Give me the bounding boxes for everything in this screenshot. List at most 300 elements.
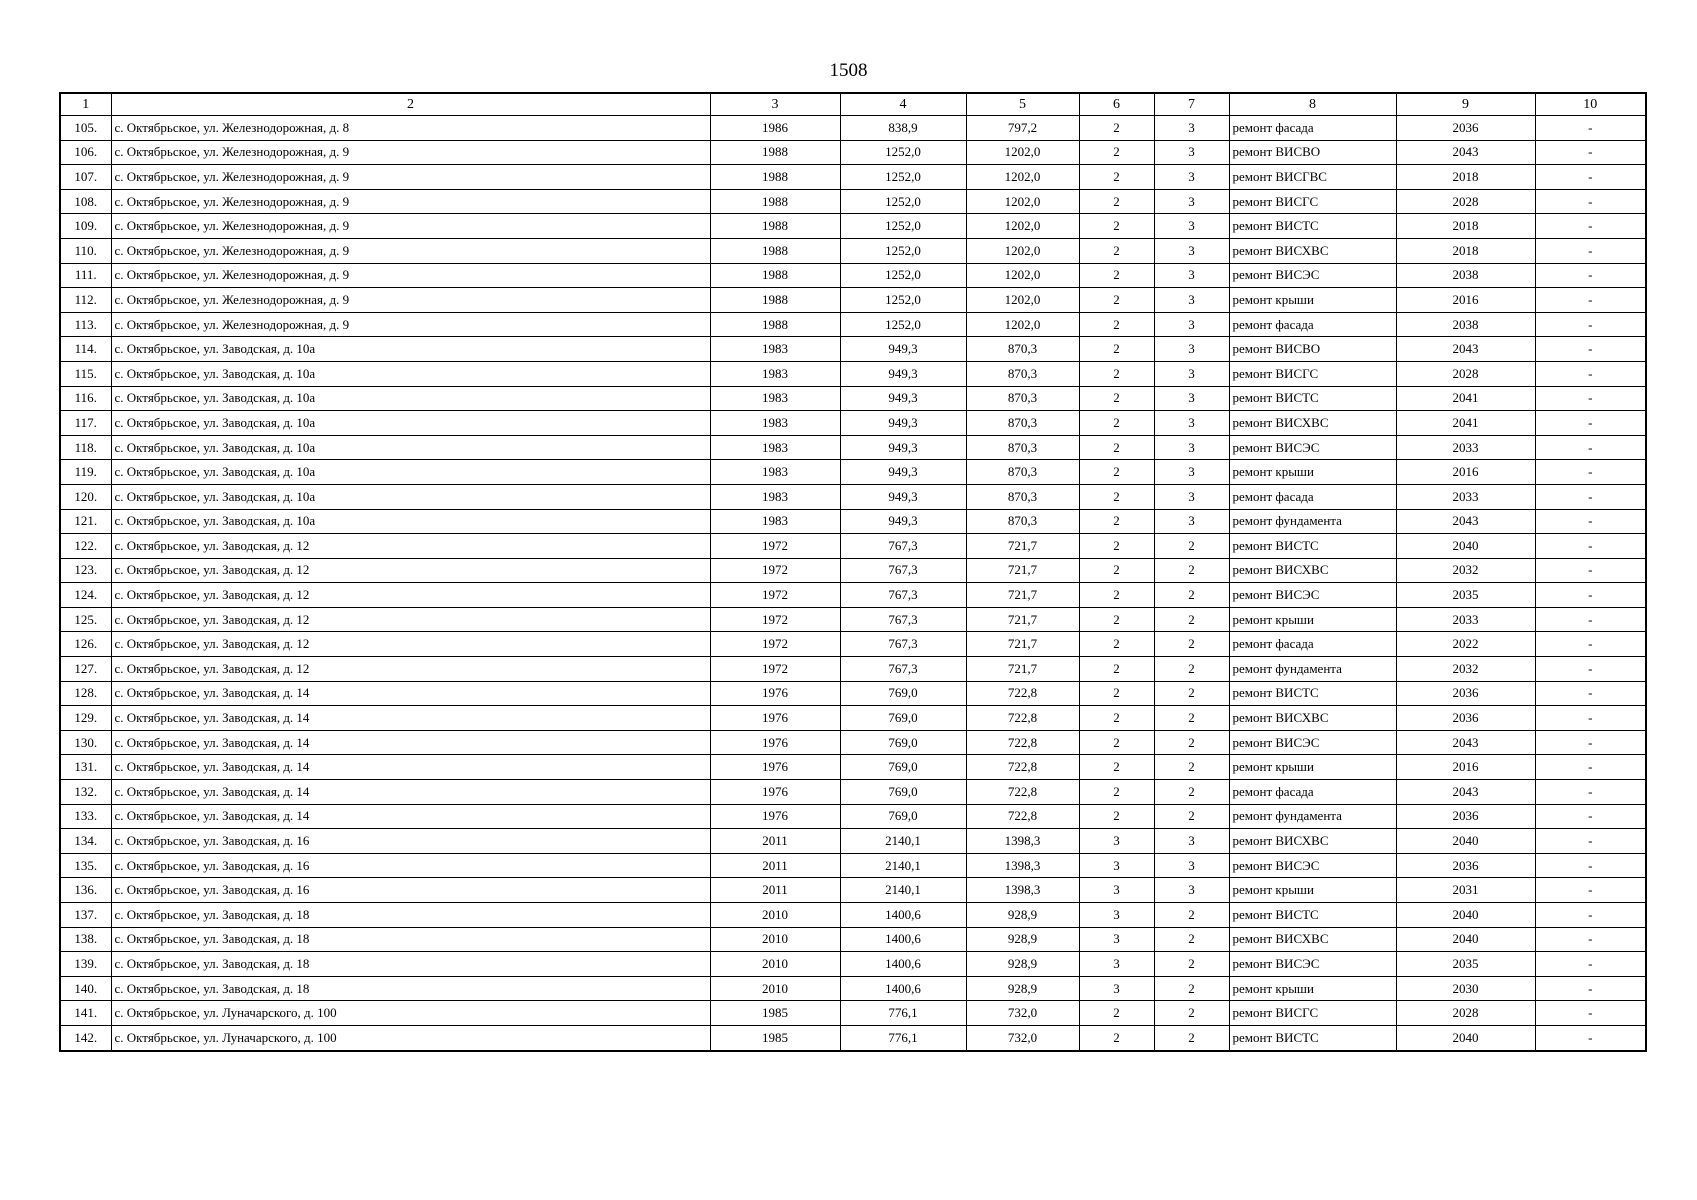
col-work-type-cell: ремонт ВИСЭС: [1229, 583, 1396, 608]
col-work-type-cell: ремонт крыши: [1229, 976, 1396, 1001]
table-row: [60, 583, 1646, 608]
col-year-cell: 1976: [710, 804, 840, 829]
col-entrances-cell: 2: [1154, 976, 1229, 1001]
col-living-area-cell: 721,7: [966, 534, 1079, 559]
col-work-type-cell: ремонт фундамента: [1229, 804, 1396, 829]
col-work-type-cell: ремонт ВИСХВС: [1229, 558, 1396, 583]
col-plan-year-cell: 2040: [1396, 927, 1535, 952]
col-address-cell: с. Октябрьское, ул. Заводская, д. 14: [111, 804, 710, 829]
col-entrances-cell: 2: [1154, 780, 1229, 805]
col-entrances-cell: 3: [1154, 435, 1229, 460]
col-entrances-cell: 3: [1154, 484, 1229, 509]
col-note-header: 10: [1535, 93, 1646, 116]
col-floors-cell: 2: [1079, 509, 1154, 534]
col-address-cell: с. Октябрьское, ул. Железнодорожная, д. 9: [111, 189, 710, 214]
col-plan-year-cell: 2041: [1396, 411, 1535, 436]
col-floors-cell: 2: [1079, 1001, 1154, 1026]
col-plan-year-cell: 2043: [1396, 140, 1535, 165]
col-floors-cell: 3: [1079, 927, 1154, 952]
col-work-type-cell: ремонт ВИСХВС: [1229, 829, 1396, 854]
table-row: [60, 829, 1646, 854]
col-note-cell: -: [1535, 804, 1646, 829]
col-year-cell: 1988: [710, 214, 840, 239]
col-entrances-cell: 2: [1154, 755, 1229, 780]
col-floors-cell: 2: [1079, 386, 1154, 411]
col-floors-cell: 2: [1079, 435, 1154, 460]
col-year-cell: 1988: [710, 238, 840, 263]
col-address-cell: с. Октябрьское, ул. Заводская, д. 18: [111, 952, 710, 977]
col-number-cell: 137.: [60, 903, 111, 928]
col-year-cell: 1976: [710, 755, 840, 780]
col-year-cell: 1972: [710, 607, 840, 632]
col-plan-year-cell: 2028: [1396, 189, 1535, 214]
col-work-type-cell: ремонт ВИСГВС: [1229, 165, 1396, 190]
col-number-cell: 115.: [60, 361, 111, 386]
col-number-cell: 131.: [60, 755, 111, 780]
table-row: [60, 780, 1646, 805]
col-address-cell: с. Октябрьское, ул. Заводская, д. 14: [111, 730, 710, 755]
col-number-cell: 134.: [60, 829, 111, 854]
col-number-header: 1: [60, 93, 111, 116]
page-number: 1508: [829, 60, 868, 81]
col-entrances-cell: 2: [1154, 927, 1229, 952]
col-living-area-cell: 722,8: [966, 804, 1079, 829]
col-number-cell: 124.: [60, 583, 111, 608]
col-plan-year-cell: 2036: [1396, 681, 1535, 706]
col-work-type-cell: ремонт ВИСТС: [1229, 681, 1396, 706]
col-living-area-cell: 1202,0: [966, 312, 1079, 337]
col-address-cell: с. Октябрьское, ул. Заводская, д. 18: [111, 927, 710, 952]
col-number-cell: 139.: [60, 952, 111, 977]
col-note-cell: -: [1535, 657, 1646, 682]
col-number-cell: 121.: [60, 509, 111, 534]
col-living-area-cell: 732,0: [966, 1025, 1079, 1050]
col-year-cell: 1988: [710, 288, 840, 313]
col-entrances-cell: 3: [1154, 165, 1229, 190]
col-entrances-cell: 3: [1154, 238, 1229, 263]
col-note-cell: -: [1535, 386, 1646, 411]
col-year-cell: 1972: [710, 534, 840, 559]
col-total-area-cell: 769,0: [840, 730, 966, 755]
col-living-area-cell: 1202,0: [966, 140, 1079, 165]
col-address-cell: с. Октябрьское, ул. Заводская, д. 14: [111, 780, 710, 805]
table-row: [60, 534, 1646, 559]
col-plan-year-cell: 2030: [1396, 976, 1535, 1001]
col-year-cell: 2011: [710, 829, 840, 854]
col-number-cell: 122.: [60, 534, 111, 559]
col-entrances-cell: 3: [1154, 361, 1229, 386]
col-address-cell: с. Октябрьское, ул. Заводская, д. 14: [111, 681, 710, 706]
col-note-cell: -: [1535, 288, 1646, 313]
col-note-cell: -: [1535, 484, 1646, 509]
table-row: [60, 755, 1646, 780]
table-row: [60, 558, 1646, 583]
col-note-cell: -: [1535, 361, 1646, 386]
col-plan-year-cell: 2043: [1396, 780, 1535, 805]
col-living-area-cell: 721,7: [966, 632, 1079, 657]
col-living-area-cell: 870,3: [966, 411, 1079, 436]
col-floors-header: 6: [1079, 93, 1154, 116]
column-number-header-row: [60, 93, 1646, 116]
col-work-type-cell: ремонт ВИСЭС: [1229, 263, 1396, 288]
col-total-area-cell: 767,3: [840, 607, 966, 632]
col-year-cell: 1983: [710, 435, 840, 460]
col-address-cell: с. Октябрьское, ул. Заводская, д. 12: [111, 632, 710, 657]
col-total-area-cell: 1252,0: [840, 263, 966, 288]
table-row: [60, 263, 1646, 288]
table-row: [60, 903, 1646, 928]
col-total-area-cell: 1252,0: [840, 140, 966, 165]
col-living-area-cell: 1202,0: [966, 189, 1079, 214]
col-entrances-cell: 3: [1154, 288, 1229, 313]
col-work-type-cell: ремонт фасада: [1229, 116, 1396, 141]
col-work-type-cell: ремонт ВИСГС: [1229, 1001, 1396, 1026]
col-year-cell: 1976: [710, 730, 840, 755]
col-total-area-cell: 769,0: [840, 780, 966, 805]
col-address-cell: с. Октябрьское, ул. Заводская, д. 10а: [111, 386, 710, 411]
col-entrances-cell: 3: [1154, 829, 1229, 854]
col-floors-cell: 2: [1079, 411, 1154, 436]
col-plan-year-cell: 2028: [1396, 1001, 1535, 1026]
col-entrances-cell: 2: [1154, 730, 1229, 755]
col-address-cell: с. Октябрьское, ул. Железнодорожная, д. 9: [111, 165, 710, 190]
col-living-area-cell: 1202,0: [966, 214, 1079, 239]
col-plan-year-cell: 2040: [1396, 534, 1535, 559]
col-year-cell: 2010: [710, 976, 840, 1001]
col-living-area-cell: 732,0: [966, 1001, 1079, 1026]
col-entrances-cell: 2: [1154, 903, 1229, 928]
col-address-cell: с. Октябрьское, ул. Заводская, д. 12: [111, 534, 710, 559]
col-address-cell: с. Октябрьское, ул. Заводская, д. 16: [111, 878, 710, 903]
col-living-area-cell: 870,3: [966, 435, 1079, 460]
table-row: [60, 607, 1646, 632]
col-plan-year-cell: 2016: [1396, 288, 1535, 313]
col-plan-year-cell: 2016: [1396, 755, 1535, 780]
table-row: [60, 927, 1646, 952]
col-living-area-cell: 722,8: [966, 730, 1079, 755]
col-plan-year-cell: 2043: [1396, 730, 1535, 755]
col-plan-year-cell: 2031: [1396, 878, 1535, 903]
col-plan-year-cell: 2040: [1396, 1025, 1535, 1050]
col-work-type-cell: ремонт ВИСХВС: [1229, 927, 1396, 952]
col-work-type-cell: ремонт ВИСЭС: [1229, 853, 1396, 878]
col-work-type-cell: ремонт фасада: [1229, 780, 1396, 805]
col-total-area-cell: 776,1: [840, 1001, 966, 1026]
col-work-type-cell: ремонт ВИСГС: [1229, 361, 1396, 386]
col-living-area-cell: 1202,0: [966, 165, 1079, 190]
col-year-cell: 1988: [710, 312, 840, 337]
col-floors-cell: 2: [1079, 189, 1154, 214]
col-year-cell: 2010: [710, 903, 840, 928]
col-total-area-cell: 949,3: [840, 435, 966, 460]
col-plan-year-cell: 2018: [1396, 238, 1535, 263]
col-plan-year-cell: 2035: [1396, 952, 1535, 977]
col-address-header: 2: [111, 93, 710, 116]
col-floors-cell: 3: [1079, 976, 1154, 1001]
col-entrances-cell: 3: [1154, 386, 1229, 411]
col-year-cell: 1985: [710, 1025, 840, 1050]
col-note-cell: -: [1535, 607, 1646, 632]
table-row: [60, 1001, 1646, 1026]
col-floors-cell: 3: [1079, 903, 1154, 928]
table-row: [60, 681, 1646, 706]
table-row: [60, 853, 1646, 878]
col-work-type-cell: ремонт крыши: [1229, 607, 1396, 632]
col-work-type-cell: ремонт ВИСТС: [1229, 386, 1396, 411]
col-plan-year-cell: 2033: [1396, 607, 1535, 632]
col-year-cell: 1972: [710, 558, 840, 583]
col-year-cell: 1983: [710, 411, 840, 436]
col-address-cell: с. Октябрьское, ул. Заводская, д. 10а: [111, 509, 710, 534]
col-work-type-cell: ремонт ВИСТС: [1229, 534, 1396, 559]
col-entrances-cell: 2: [1154, 558, 1229, 583]
col-work-type-cell: ремонт ВИСЭС: [1229, 435, 1396, 460]
col-plan-year-cell: 2018: [1396, 214, 1535, 239]
col-plan-year-cell: 2040: [1396, 903, 1535, 928]
col-number-cell: 106.: [60, 140, 111, 165]
col-note-cell: -: [1535, 583, 1646, 608]
col-number-cell: 110.: [60, 238, 111, 263]
col-living-area-cell: 721,7: [966, 657, 1079, 682]
col-total-area-cell: 1252,0: [840, 214, 966, 239]
col-number-cell: 128.: [60, 681, 111, 706]
col-address-cell: с. Октябрьское, ул. Железнодорожная, д. 8: [111, 116, 710, 141]
col-plan-year-cell: 2036: [1396, 804, 1535, 829]
col-year-cell: 1983: [710, 460, 840, 485]
col-note-cell: -: [1535, 730, 1646, 755]
col-floors-cell: 2: [1079, 780, 1154, 805]
col-plan-year-cell: 2043: [1396, 337, 1535, 362]
col-year-cell: 1983: [710, 361, 840, 386]
col-year-cell: 1985: [710, 1001, 840, 1026]
col-work-type-cell: ремонт ВИСТС: [1229, 903, 1396, 928]
col-year-cell: 1976: [710, 706, 840, 731]
table-row: [60, 116, 1646, 141]
col-floors-cell: 2: [1079, 165, 1154, 190]
col-work-type-cell: ремонт фундамента: [1229, 657, 1396, 682]
col-address-cell: с. Октябрьское, ул. Заводская, д. 10а: [111, 361, 710, 386]
col-note-cell: -: [1535, 238, 1646, 263]
col-total-area-cell: 769,0: [840, 804, 966, 829]
col-number-cell: 118.: [60, 435, 111, 460]
col-number-cell: 132.: [60, 780, 111, 805]
col-note-cell: -: [1535, 312, 1646, 337]
col-note-cell: -: [1535, 632, 1646, 657]
col-floors-cell: 2: [1079, 583, 1154, 608]
col-floors-cell: 2: [1079, 607, 1154, 632]
col-living-area-cell: 722,8: [966, 706, 1079, 731]
col-note-cell: -: [1535, 976, 1646, 1001]
col-number-cell: 142.: [60, 1025, 111, 1050]
col-number-cell: 123.: [60, 558, 111, 583]
col-year-cell: 2011: [710, 853, 840, 878]
col-total-area-cell: 1400,6: [840, 927, 966, 952]
col-total-area-cell: 767,3: [840, 657, 966, 682]
table-row: [60, 361, 1646, 386]
table-row: [60, 238, 1646, 263]
col-note-cell: -: [1535, 534, 1646, 559]
col-floors-cell: 3: [1079, 829, 1154, 854]
col-floors-cell: 2: [1079, 263, 1154, 288]
col-floors-cell: 2: [1079, 312, 1154, 337]
col-work-type-cell: ремонт ВИСТС: [1229, 214, 1396, 239]
col-number-cell: 127.: [60, 657, 111, 682]
col-total-area-cell: 2140,1: [840, 829, 966, 854]
col-work-type-cell: ремонт крыши: [1229, 878, 1396, 903]
col-total-area-cell: 1252,0: [840, 165, 966, 190]
col-entrances-cell: 3: [1154, 878, 1229, 903]
col-note-cell: -: [1535, 1025, 1646, 1050]
col-number-cell: 109.: [60, 214, 111, 239]
col-address-cell: с. Октябрьское, ул. Заводская, д. 12: [111, 558, 710, 583]
col-address-cell: с. Октябрьское, ул. Заводская, д. 18: [111, 903, 710, 928]
col-total-area-cell: 949,3: [840, 411, 966, 436]
col-plan-year-cell: 2036: [1396, 116, 1535, 141]
col-note-cell: -: [1535, 927, 1646, 952]
col-address-cell: с. Октябрьское, ул. Заводская, д. 10а: [111, 435, 710, 460]
col-note-cell: -: [1535, 165, 1646, 190]
col-living-area-cell: 797,2: [966, 116, 1079, 141]
col-address-cell: с. Октябрьское, ул. Заводская, д. 14: [111, 755, 710, 780]
col-address-cell: с. Октябрьское, ул. Заводская, д. 10а: [111, 460, 710, 485]
col-total-area-cell: 1252,0: [840, 189, 966, 214]
col-total-area-cell: 1400,6: [840, 952, 966, 977]
table-row: [60, 312, 1646, 337]
col-number-cell: 126.: [60, 632, 111, 657]
col-number-cell: 133.: [60, 804, 111, 829]
col-year-cell: 2011: [710, 878, 840, 903]
col-floors-cell: 2: [1079, 214, 1154, 239]
col-total-area-cell: 769,0: [840, 755, 966, 780]
col-note-cell: -: [1535, 853, 1646, 878]
col-number-cell: 125.: [60, 607, 111, 632]
col-work-type-cell: ремонт ВИСХВС: [1229, 706, 1396, 731]
col-entrances-cell: 2: [1154, 607, 1229, 632]
col-year-cell: 1983: [710, 509, 840, 534]
col-total-area-cell: 767,3: [840, 558, 966, 583]
col-note-cell: -: [1535, 1001, 1646, 1026]
col-note-cell: -: [1535, 263, 1646, 288]
col-address-cell: с. Октябрьское, ул. Железнодорожная, д. 9: [111, 312, 710, 337]
col-floors-cell: 2: [1079, 238, 1154, 263]
col-work-type-cell: ремонт фундамента: [1229, 509, 1396, 534]
col-address-cell: с. Октябрьское, ул. Заводская, д. 12: [111, 607, 710, 632]
col-living-area-cell: 1398,3: [966, 853, 1079, 878]
col-number-cell: 111.: [60, 263, 111, 288]
col-plan-year-cell: 2040: [1396, 829, 1535, 854]
col-entrances-cell: 3: [1154, 509, 1229, 534]
col-floors-cell: 3: [1079, 952, 1154, 977]
col-address-cell: с. Октябрьское, ул. Заводская, д. 18: [111, 976, 710, 1001]
col-plan-year-cell: 2041: [1396, 386, 1535, 411]
table-row: [60, 189, 1646, 214]
col-living-area-cell: 721,7: [966, 558, 1079, 583]
col-number-cell: 116.: [60, 386, 111, 411]
col-note-cell: -: [1535, 214, 1646, 239]
col-note-cell: -: [1535, 558, 1646, 583]
col-note-cell: -: [1535, 681, 1646, 706]
table-row: [60, 460, 1646, 485]
col-work-type-cell: ремонт ВИСТС: [1229, 1025, 1396, 1050]
col-living-area-cell: 1398,3: [966, 829, 1079, 854]
col-floors-cell: 2: [1079, 1025, 1154, 1050]
col-floors-cell: 2: [1079, 558, 1154, 583]
col-plan-year-cell: 2016: [1396, 460, 1535, 485]
col-number-cell: 117.: [60, 411, 111, 436]
table-row: [60, 288, 1646, 313]
col-floors-cell: 2: [1079, 632, 1154, 657]
col-address-cell: с. Октябрьское, ул. Заводская, д. 10а: [111, 484, 710, 509]
col-total-area-cell: 1252,0: [840, 312, 966, 337]
col-year-cell: 1972: [710, 632, 840, 657]
col-entrances-cell: 3: [1154, 312, 1229, 337]
col-address-cell: с. Октябрьское, ул. Железнодорожная, д. 9: [111, 288, 710, 313]
col-total-area-header: 4: [840, 93, 966, 116]
col-number-cell: 130.: [60, 730, 111, 755]
col-living-area-cell: 928,9: [966, 927, 1079, 952]
col-entrances-cell: 2: [1154, 534, 1229, 559]
table-row: [60, 435, 1646, 460]
col-total-area-cell: 1252,0: [840, 238, 966, 263]
col-number-cell: 107.: [60, 165, 111, 190]
col-entrances-cell: 3: [1154, 411, 1229, 436]
col-total-area-cell: 1400,6: [840, 976, 966, 1001]
table-row: [60, 484, 1646, 509]
col-note-cell: -: [1535, 829, 1646, 854]
col-year-cell: 1988: [710, 189, 840, 214]
col-address-cell: с. Октябрьское, ул. Заводская, д. 14: [111, 706, 710, 731]
col-plan-year-cell: 2043: [1396, 509, 1535, 534]
col-work-type-cell: ремонт ВИСВО: [1229, 337, 1396, 362]
col-floors-cell: 2: [1079, 804, 1154, 829]
col-entrances-cell: 3: [1154, 140, 1229, 165]
col-address-cell: с. Октябрьское, ул. Луначарского, д. 100: [111, 1001, 710, 1026]
col-year-cell: 1983: [710, 484, 840, 509]
col-number-cell: 119.: [60, 460, 111, 485]
col-floors-cell: 2: [1079, 337, 1154, 362]
col-plan-year-cell: 2038: [1396, 263, 1535, 288]
col-year-cell: 1976: [710, 681, 840, 706]
table-row: [60, 730, 1646, 755]
col-note-cell: -: [1535, 903, 1646, 928]
col-number-cell: 120.: [60, 484, 111, 509]
table-row: [60, 632, 1646, 657]
col-total-area-cell: 767,3: [840, 534, 966, 559]
col-floors-cell: 3: [1079, 878, 1154, 903]
col-work-type-cell: ремонт крыши: [1229, 755, 1396, 780]
col-work-type-cell: ремонт ВИСЭС: [1229, 730, 1396, 755]
table-row: [60, 706, 1646, 731]
col-living-area-cell: 870,3: [966, 337, 1079, 362]
col-work-type-header: 8: [1229, 93, 1396, 116]
col-floors-cell: 2: [1079, 460, 1154, 485]
col-address-cell: с. Октябрьское, ул. Заводская, д. 10а: [111, 411, 710, 436]
col-entrances-cell: 2: [1154, 1025, 1229, 1050]
col-note-cell: -: [1535, 337, 1646, 362]
col-address-cell: с. Октябрьское, ул. Железнодорожная, д. 9: [111, 263, 710, 288]
col-total-area-cell: 949,3: [840, 484, 966, 509]
col-living-area-cell: 870,3: [966, 460, 1079, 485]
col-living-area-cell: 1202,0: [966, 263, 1079, 288]
col-total-area-cell: 2140,1: [840, 878, 966, 903]
col-address-cell: с. Октябрьское, ул. Железнодорожная, д. 9: [111, 238, 710, 263]
col-floors-cell: 2: [1079, 657, 1154, 682]
col-entrances-cell: 2: [1154, 1001, 1229, 1026]
col-entrances-cell: 2: [1154, 657, 1229, 682]
col-note-cell: -: [1535, 460, 1646, 485]
col-living-area-cell: 928,9: [966, 903, 1079, 928]
col-note-cell: -: [1535, 706, 1646, 731]
